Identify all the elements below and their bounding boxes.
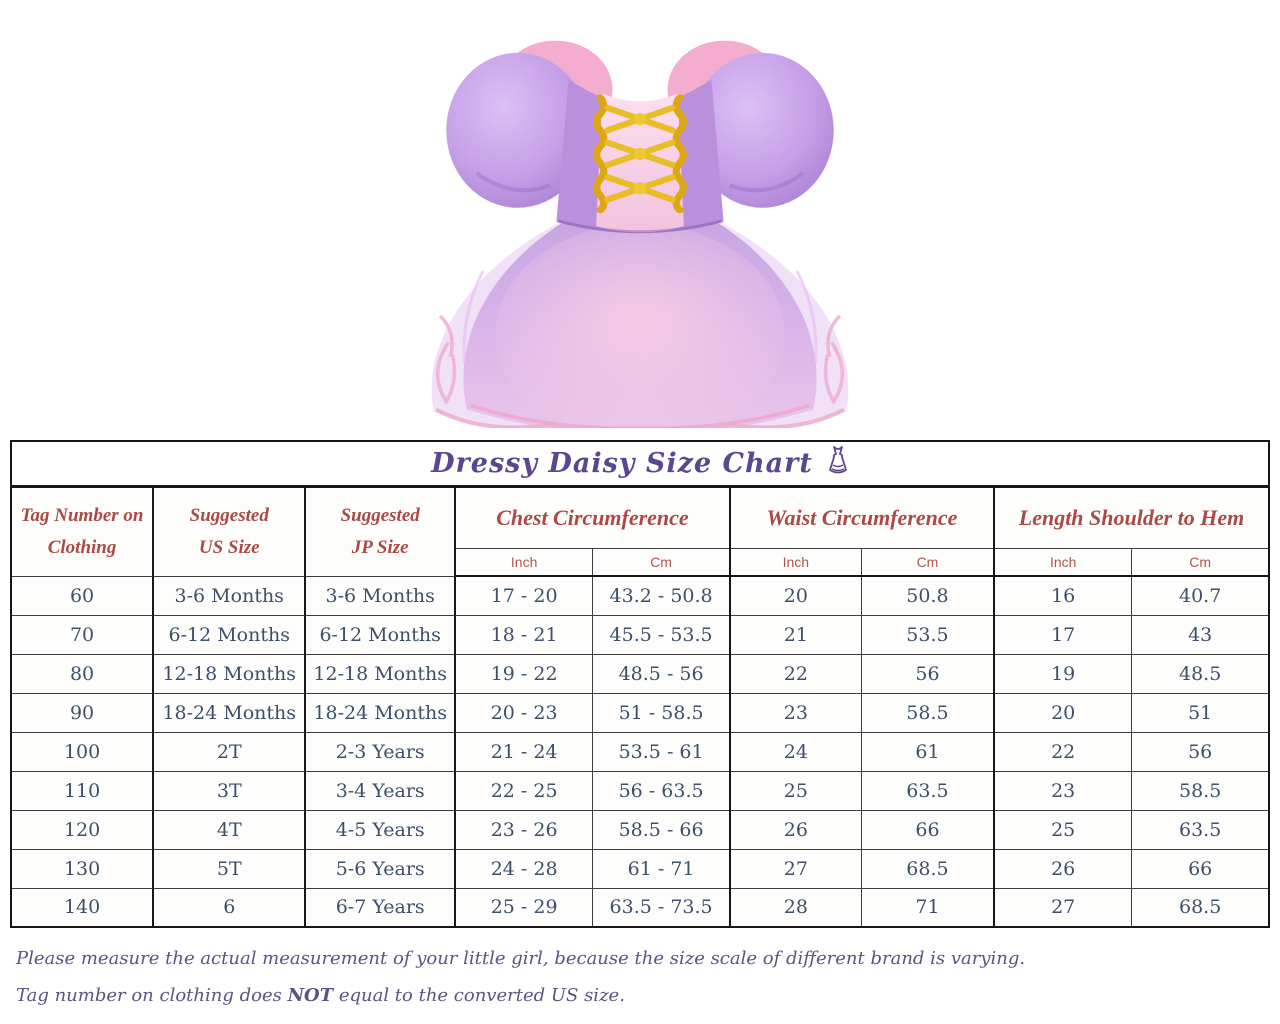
cell-len_cm: 68.5 bbox=[1132, 888, 1269, 927]
size-rows bbox=[11, 576, 1269, 927]
cell-len_cm: 66 bbox=[1132, 849, 1269, 888]
cell-us: 5T bbox=[153, 849, 305, 888]
note-text: Please measure the actual measurement of your little girl, because the size scale of different brand is varying. bbox=[16, 948, 1026, 969]
cell-waist_cm: 66 bbox=[861, 810, 994, 849]
cell-waist_cm: 56 bbox=[861, 654, 994, 693]
cell-us: 6-12 Months bbox=[153, 615, 305, 654]
cell-len_cm: 63.5 bbox=[1132, 810, 1269, 849]
cell-len_in: 22 bbox=[994, 732, 1132, 771]
cell-chest_cm: 63.5 - 73.5 bbox=[593, 888, 730, 927]
cell-chest_cm: 51 - 58.5 bbox=[593, 693, 730, 732]
cell-waist_in: 25 bbox=[730, 771, 861, 810]
product-photo bbox=[412, 10, 868, 428]
cell-waist_in: 23 bbox=[730, 693, 861, 732]
cell-chest_in: 25 - 29 bbox=[455, 888, 593, 927]
col-header-length: Length Shoulder to Hem bbox=[994, 486, 1269, 548]
cell-tag: 110 bbox=[11, 771, 153, 810]
cell-jp: 6-12 Months bbox=[305, 615, 455, 654]
unit-length-inch: Inch bbox=[994, 548, 1132, 576]
skirt-tulle bbox=[432, 220, 849, 428]
unit-length-cm: Cm bbox=[1132, 548, 1269, 576]
cell-us: 4T bbox=[153, 810, 305, 849]
cell-len_in: 23 bbox=[994, 771, 1132, 810]
table-row bbox=[11, 771, 1269, 810]
note-line-2 bbox=[16, 985, 1216, 1006]
cell-len_in: 27 bbox=[994, 888, 1132, 927]
header-line: Clothing bbox=[47, 536, 117, 558]
col-header-chest: Chest Circumference bbox=[455, 486, 730, 548]
cell-len_in: 19 bbox=[994, 654, 1132, 693]
cell-len_in: 17 bbox=[994, 615, 1132, 654]
cell-waist_cm: 58.5 bbox=[861, 693, 994, 732]
cell-chest_cm: 45.5 - 53.5 bbox=[593, 615, 730, 654]
cell-len_cm: 56 bbox=[1132, 732, 1269, 771]
cell-waist_in: 20 bbox=[730, 576, 861, 615]
cell-waist_in: 22 bbox=[730, 654, 861, 693]
cell-waist_in: 27 bbox=[730, 849, 861, 888]
cell-chest_cm: 53.5 - 61 bbox=[593, 732, 730, 771]
cell-chest_cm: 58.5 - 66 bbox=[593, 810, 730, 849]
cell-chest_cm: 48.5 - 56 bbox=[593, 654, 730, 693]
size-chart-table bbox=[10, 440, 1270, 928]
cell-tag: 90 bbox=[11, 693, 153, 732]
cell-waist_in: 26 bbox=[730, 810, 861, 849]
unit-waist-inch: Inch bbox=[730, 548, 861, 576]
cell-chest_in: 18 - 21 bbox=[455, 615, 593, 654]
cell-jp: 3-6 Months bbox=[305, 576, 455, 615]
cell-chest_in: 22 - 25 bbox=[455, 771, 593, 810]
cell-us: 3-6 Months bbox=[153, 576, 305, 615]
header-line: Suggested bbox=[340, 505, 420, 527]
header-line: JP Size bbox=[351, 536, 409, 558]
cell-waist_cm: 53.5 bbox=[861, 615, 994, 654]
cell-waist_in: 24 bbox=[730, 732, 861, 771]
table-row bbox=[11, 693, 1269, 732]
header-line: Suggested bbox=[189, 505, 269, 527]
cell-waist_cm: 63.5 bbox=[861, 771, 994, 810]
cell-chest_cm: 43.2 - 50.8 bbox=[593, 576, 730, 615]
cell-len_cm: 58.5 bbox=[1132, 771, 1269, 810]
cell-tag: 100 bbox=[11, 732, 153, 771]
table-row bbox=[11, 732, 1269, 771]
col-header-tag-number bbox=[11, 486, 153, 576]
cell-chest_in: 23 - 26 bbox=[455, 810, 593, 849]
cell-waist_cm: 68.5 bbox=[861, 849, 994, 888]
header-line: Tag Number on bbox=[20, 505, 144, 527]
cell-waist_in: 28 bbox=[730, 888, 861, 927]
cell-tag: 120 bbox=[11, 810, 153, 849]
cell-jp: 5-6 Years bbox=[305, 849, 455, 888]
dress-icon bbox=[827, 446, 849, 474]
cell-tag: 140 bbox=[11, 888, 153, 927]
cell-len_cm: 40.7 bbox=[1132, 576, 1269, 615]
cell-tag: 130 bbox=[11, 849, 153, 888]
table-row bbox=[11, 654, 1269, 693]
note-text: Tag number on clothing does bbox=[16, 985, 288, 1006]
cell-len_in: 26 bbox=[994, 849, 1132, 888]
col-header-waist: Waist Circumference bbox=[730, 486, 994, 548]
table-title-row bbox=[11, 441, 1269, 486]
table-row bbox=[11, 810, 1269, 849]
cell-jp: 4-5 Years bbox=[305, 810, 455, 849]
cell-jp: 3-4 Years bbox=[305, 771, 455, 810]
cell-us: 12-18 Months bbox=[153, 654, 305, 693]
table-row bbox=[11, 849, 1269, 888]
table-row bbox=[11, 576, 1269, 615]
cell-chest_in: 20 - 23 bbox=[455, 693, 593, 732]
cell-chest_cm: 56 - 63.5 bbox=[593, 771, 730, 810]
note-text: equal to the converted US size. bbox=[333, 985, 625, 1006]
cell-jp: 12-18 Months bbox=[305, 654, 455, 693]
cell-us: 2T bbox=[153, 732, 305, 771]
dress-photo-illustration bbox=[412, 10, 868, 428]
cell-len_in: 25 bbox=[994, 810, 1132, 849]
cell-chest_in: 19 - 22 bbox=[455, 654, 593, 693]
cell-len_cm: 51 bbox=[1132, 693, 1269, 732]
header-line: US Size bbox=[198, 536, 260, 558]
cell-tag: 60 bbox=[11, 576, 153, 615]
table-title-cell bbox=[11, 441, 1269, 486]
col-header-us-size bbox=[153, 486, 305, 576]
unit-waist-cm: Cm bbox=[861, 548, 994, 576]
size-chart-title: Dressy Daisy Size Chart bbox=[431, 447, 813, 479]
cell-us: 18-24 Months bbox=[153, 693, 305, 732]
unit-chest-cm: Cm bbox=[593, 548, 730, 576]
cell-us: 3T bbox=[153, 771, 305, 810]
cell-chest_in: 24 - 28 bbox=[455, 849, 593, 888]
cell-waist_in: 21 bbox=[730, 615, 861, 654]
cell-tag: 80 bbox=[11, 654, 153, 693]
cell-chest_in: 21 - 24 bbox=[455, 732, 593, 771]
cell-jp: 2-3 Years bbox=[305, 732, 455, 771]
table-row bbox=[11, 888, 1269, 927]
size-notes bbox=[16, 948, 1216, 1022]
cell-jp: 6-7 Years bbox=[305, 888, 455, 927]
cell-us: 6 bbox=[153, 888, 305, 927]
cell-waist_cm: 71 bbox=[861, 888, 994, 927]
cell-len_in: 16 bbox=[994, 576, 1132, 615]
cell-len_cm: 48.5 bbox=[1132, 654, 1269, 693]
bodice bbox=[556, 79, 723, 233]
unit-chest-inch: Inch bbox=[455, 548, 593, 576]
cell-tag: 70 bbox=[11, 615, 153, 654]
col-header-jp-size bbox=[305, 486, 455, 576]
header-row bbox=[11, 486, 1269, 548]
cell-len_in: 20 bbox=[994, 693, 1132, 732]
table-row bbox=[11, 615, 1269, 654]
cell-waist_cm: 50.8 bbox=[861, 576, 994, 615]
note-bold: NOT bbox=[287, 985, 334, 1006]
cell-len_cm: 43 bbox=[1132, 615, 1269, 654]
cell-jp: 18-24 Months bbox=[305, 693, 455, 732]
cell-waist_cm: 61 bbox=[861, 732, 994, 771]
note-line-1 bbox=[16, 948, 1216, 969]
cell-chest_in: 17 - 20 bbox=[455, 576, 593, 615]
cell-chest_cm: 61 - 71 bbox=[593, 849, 730, 888]
